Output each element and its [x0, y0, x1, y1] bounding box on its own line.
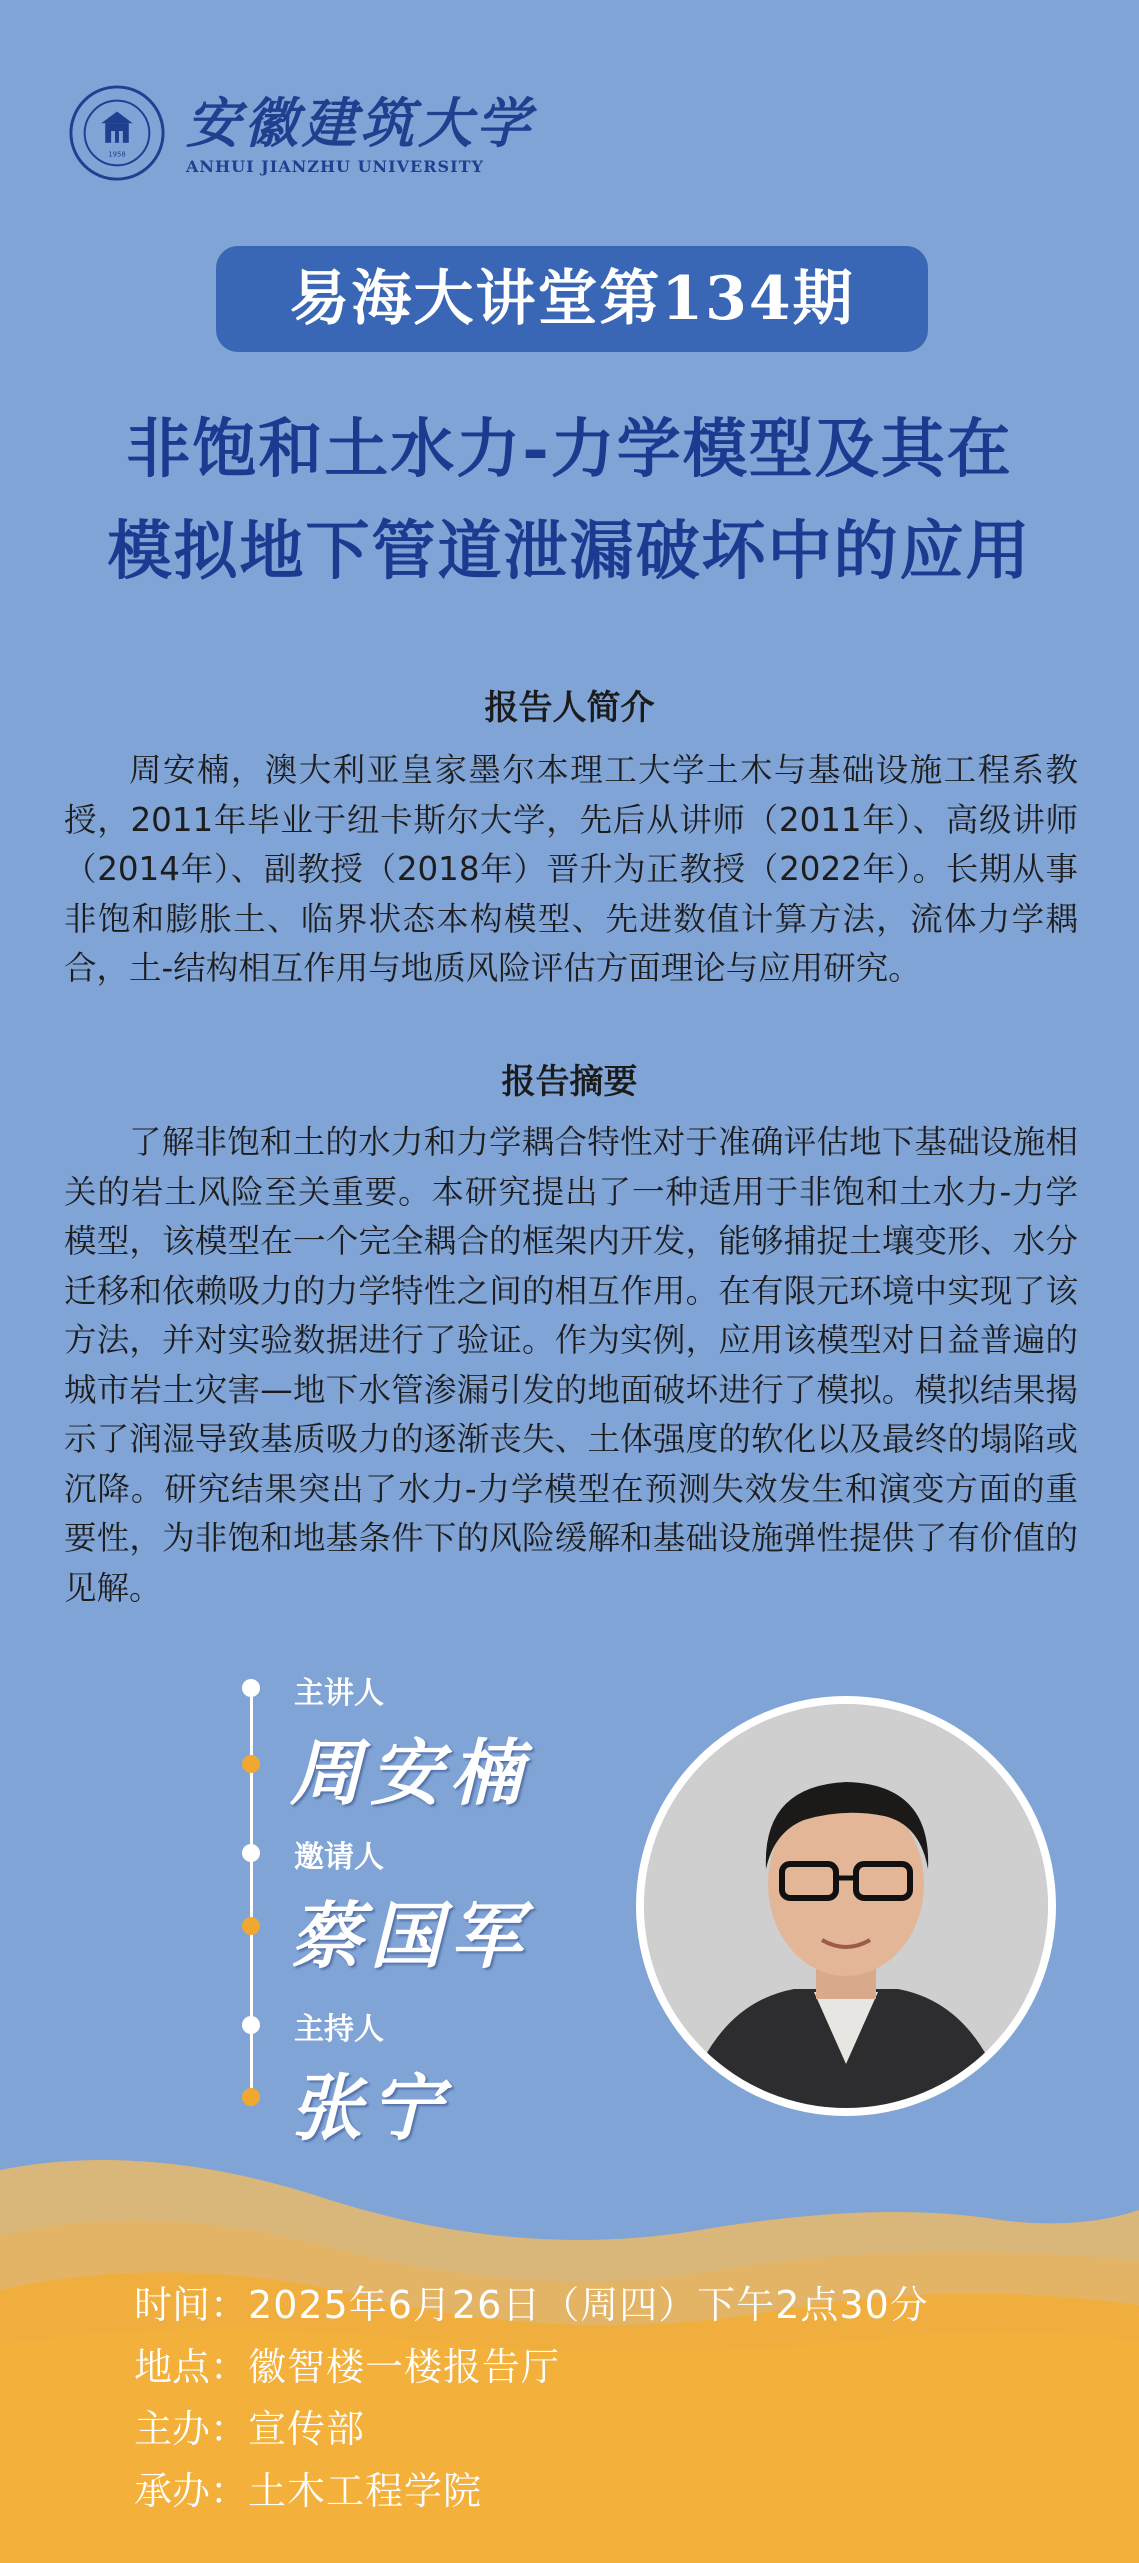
seal-year: 1958	[108, 150, 126, 159]
university-seal-icon	[68, 84, 166, 182]
talk-title-line1: 非饱和土水力-力学模型及其在	[126, 412, 1013, 487]
event-coorganizer	[134, 2460, 482, 2515]
timeline-dot	[242, 1679, 260, 1697]
place-label: 地点：	[134, 2345, 249, 2389]
host-name: 张宁	[290, 2065, 451, 2150]
timeline-dot	[242, 1917, 260, 1935]
speaker-portrait-icon	[644, 1704, 1048, 2108]
university-name	[186, 91, 534, 176]
lecture-series-badge: 易海大讲堂第134期	[216, 246, 928, 352]
inviter-role: 邀请人	[294, 1840, 384, 1875]
university-name-en: ANHUI JIANZHU UNIVERSITY	[186, 156, 484, 176]
university-logo	[68, 84, 534, 182]
event-time	[134, 2274, 929, 2329]
speaker-intro-heading: 报告人简介	[484, 688, 655, 728]
abstract-text: 了解非饱和土的水力和力学耦合特性对于准确评估地下基础设施相关的岩土风险至关重要。本研究提出了一种适用于非饱和土水力-力学模型，该模型在一个完全耦合的框架内开发，能够捕捉土壤变形、水分迁移和依赖吸力的力学特性之间的相互作用。在有限元环境中实现了该方法，并对实验数据进行了验证。作为实例，应用该模型对日益普遍的城市岩土灾害—地下水管渗漏引发的地面破坏进行了模拟。模拟结果揭示了润湿导致基质吸力的逐渐丧失、土体强度的软化以及最终的塌陷或沉降。研究结果突出了水力-力学模型在预测失效发生和演变方面的重要性，为非饱和地基条件下的风险缓解和基础设施弹性提供了有价值的见解。	[64, 1123, 1078, 1607]
speaker-photo	[644, 1704, 1048, 2108]
place-value: 徽智楼一楼报告厅	[248, 2345, 561, 2389]
timeline-dot	[242, 1844, 260, 1862]
speaker-photo-frame	[636, 1696, 1056, 2116]
inviter-name: 蔡国军	[290, 1893, 531, 1978]
speaker-name: 周安楠	[290, 1730, 531, 1815]
host-role: 主持人	[294, 2012, 384, 2047]
speaker-role: 主讲人	[294, 1676, 384, 1711]
coorganizer-label: 承办：	[134, 2469, 249, 2513]
university-name-cn: 安徽建筑大学	[186, 90, 534, 155]
timeline-dot	[242, 2016, 260, 2034]
talk-title-line2: 模拟地下管道泄漏破坏中的应用	[107, 514, 1032, 589]
timeline-dot	[242, 1755, 260, 1773]
abstract-heading: 报告摘要	[501, 1062, 638, 1102]
timeline-dot	[242, 2088, 260, 2106]
timeline-line	[250, 1690, 253, 2100]
event-place	[134, 2336, 560, 2391]
organizer-value: 宣传部	[248, 2407, 366, 2451]
time-label: 时间：	[134, 2283, 249, 2327]
speaker-intro-text: 周安楠，澳大利亚皇家墨尔本理工大学土木与基础设施工程系教授，2011年毕业于纽卡斯尔大学，先后从讲师（2011年）、高级讲师（2014年）、副教授（2018年）晋升为正教授（2022年）。长期从事非饱和膨胀土、临界状态本构模型、先进数值计算方法，流体力学耦合，土-结构相互作用与地质风险评估方面理论与应用研究。	[64, 751, 1078, 987]
organizer-label: 主办：	[134, 2407, 249, 2451]
event-organizer	[134, 2398, 365, 2453]
time-value: 2025年6月26日（周四）下午2点30分	[248, 2283, 929, 2327]
coorganizer-value: 土木工程学院	[248, 2469, 483, 2513]
